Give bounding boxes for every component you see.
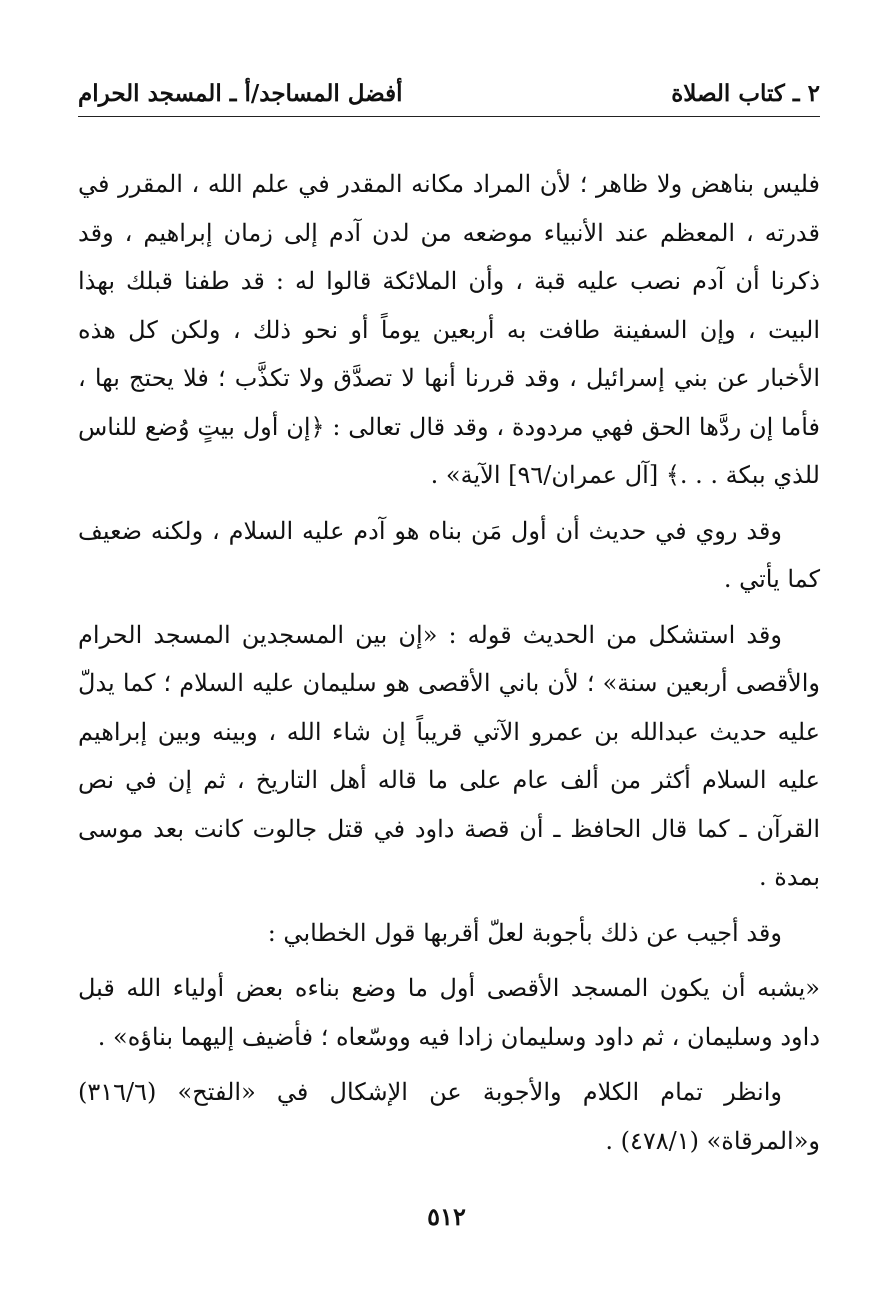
paragraph: فليس بناهض ولا ظاهر ؛ لأن المراد مكانه المقدر في علم الله ، المقرر في قدرته ، المعظم عند الأنبياء موضعه من لدن آدم إلى زمان إبراهيم ، وقد ذكرنا أن آدم نصب عليه قبة ، وأن الملائكة قالوا له : قد طفنا قبلك بهذا البيت ، وإن السفينة طافت به أربعين يوماً أو نحو ذلك ، ولكن كل هذه الأخبار عن بني إسرائيل ، وقد قررنا أنها لا تصدَّق ولا تكذَّب ؛ فلا يحتج بها ، فأما إن ردَّها الحق فهي مردودة ، وقد قال تعالى : ﴿إن أول بيتٍ وُضع للناس للذي ببكة . . .﴾ [آل عمران/٩٦] الآية» .: [78, 170, 820, 489]
paragraph: وانظر تمام الكلام والأجوبة عن الإشكال في «الفتح» (٣١٦/٦) و«المرقاة» (٤٧٨/١) .: [78, 1078, 820, 1155]
paragraph: وقد استشكل من الحديث قوله : «إن بين المسجدين المسجد الحرام والأقصى أربعين سنة» ؛ لأن باني الأقصى هو سليمان عليه السلام ؛ كما يدلّ عليه حديث عبدالله بن عمرو الآتي قريباً إن شاء الله ، وبينه وبين إبراهيم عليه السلام أكثر من ألف عام على ما قاله أهل التاريخ ، ثم إن في نص القرآن ـ كما قال الحافظ ـ أن قصة داود في قتل جالوت كانت بعد موسى بمدة .: [78, 620, 820, 891]
chapter-title: ٢ ـ كتاب الصلاة: [671, 80, 820, 107]
running-header: [78, 74, 820, 114]
paragraph: وقد أجيب عن ذلك بأجوبة لعلّ أقربها قول الخطابي :: [267, 918, 782, 947]
section-title: أفضل المساجد/أ ـ المسجد الحرام: [78, 80, 403, 107]
paragraph: وقد روي في حديث أن أول مَن بناه هو آدم عليه السلام ، ولكنه ضعيف كما يأتي .: [78, 516, 820, 593]
header-divider: [78, 116, 820, 117]
main-text: [78, 160, 820, 1172]
page-number: ٥١٢: [427, 1202, 466, 1231]
quote-paragraph: «يشبه أن يكون المسجد الأقصى أول ما وضع بناءه بعض أولياء الله قبل داود وسليمان ، ثم داود وسليمان زادا فيه ووسّعاه ؛ فأضيف إليهما بناؤه» .: [78, 974, 820, 1051]
